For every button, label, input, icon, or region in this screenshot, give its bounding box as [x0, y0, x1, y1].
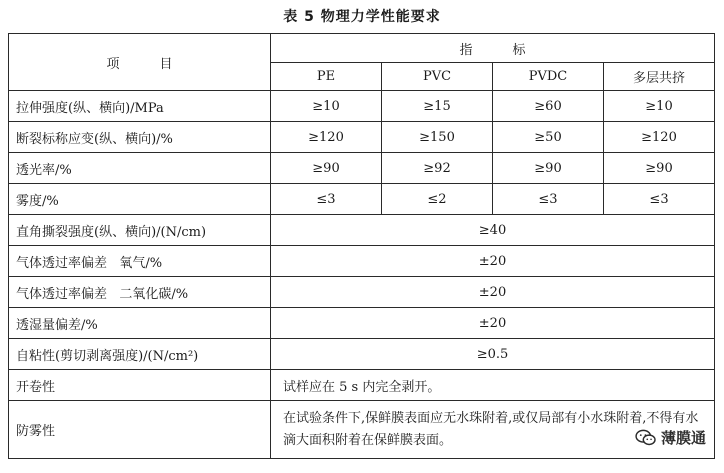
table-row [9, 401, 715, 459]
row-merged-value: ±20 [271, 277, 715, 308]
material-header-multilayer: 多层共挤 [604, 63, 715, 91]
row-item: 雾度/% [9, 184, 271, 215]
row-value: ≤3 [271, 184, 382, 215]
header-spec-label: 指标 [459, 42, 566, 58]
row-value: ≥10 [271, 91, 382, 122]
table-row [9, 246, 715, 277]
header-item-label: 项目 [106, 56, 213, 72]
header-spec [271, 34, 715, 63]
row-item: 透光率/% [9, 153, 271, 184]
row-item: 自粘性(剪切剥离强度)/(N/cm²) [9, 339, 271, 370]
row-value: ≤3 [604, 184, 715, 215]
row-value: ≥150 [382, 122, 493, 153]
table-row [9, 339, 715, 370]
material-header-pvc: PVC [382, 63, 493, 91]
wechat-icon [635, 429, 657, 447]
row-value: ≥90 [271, 153, 382, 184]
row-value: ≥90 [604, 153, 715, 184]
row-value: ≥10 [604, 91, 715, 122]
table-row [9, 308, 715, 339]
row-text: 试样应在 5 s 内完全剥开。 [271, 370, 715, 401]
table-title: 表 5 物理力学性能要求 [283, 9, 441, 25]
row-item: 防雾性 [9, 401, 271, 459]
table-row [9, 122, 715, 153]
row-value: ≥90 [493, 153, 604, 184]
row-item: 气体透过率偏差 氧气/% [9, 246, 271, 277]
row-value: ≥92 [382, 153, 493, 184]
row-item: 透湿量偏差/% [9, 308, 271, 339]
table-row [9, 215, 715, 246]
row-merged-value: ≥40 [271, 215, 715, 246]
row-text: 在试验条件下,保鲜膜表面应无水珠附着,或仅局部有小水珠附着,不得有水滴大面积附着在保鲜膜表面。 [271, 401, 715, 459]
table-row [9, 153, 715, 184]
row-merged-value: ±20 [271, 308, 715, 339]
table-row [9, 370, 715, 401]
row-value: ≥120 [271, 122, 382, 153]
watermark-text: 薄膜通 [660, 429, 706, 447]
row-value: ≥15 [382, 91, 493, 122]
row-merged-value: ±20 [271, 246, 715, 277]
table-row [9, 277, 715, 308]
row-item: 开卷性 [9, 370, 271, 401]
row-value: ≥50 [493, 122, 604, 153]
row-value: ≥60 [493, 91, 604, 122]
row-value: ≥120 [604, 122, 715, 153]
watermark [631, 426, 710, 449]
row-item: 直角撕裂强度(纵、横向)/(N/cm) [9, 215, 271, 246]
row-item: 断裂标称应变(纵、横向)/% [9, 122, 271, 153]
header-row [9, 34, 715, 63]
row-item: 拉伸强度(纵、横向)/MPa [9, 91, 271, 122]
header-item [9, 34, 271, 91]
row-value: ≤2 [382, 184, 493, 215]
properties-table [8, 33, 715, 459]
row-value: ≤3 [493, 184, 604, 215]
table-row [9, 184, 715, 215]
row-item: 气体透过率偏差 二氧化碳/% [9, 277, 271, 308]
material-header-pvdc: PVDC [493, 63, 604, 91]
table-row [9, 91, 715, 122]
row-merged-value: ≥0.5 [271, 339, 715, 370]
material-header-pe: PE [271, 63, 382, 91]
